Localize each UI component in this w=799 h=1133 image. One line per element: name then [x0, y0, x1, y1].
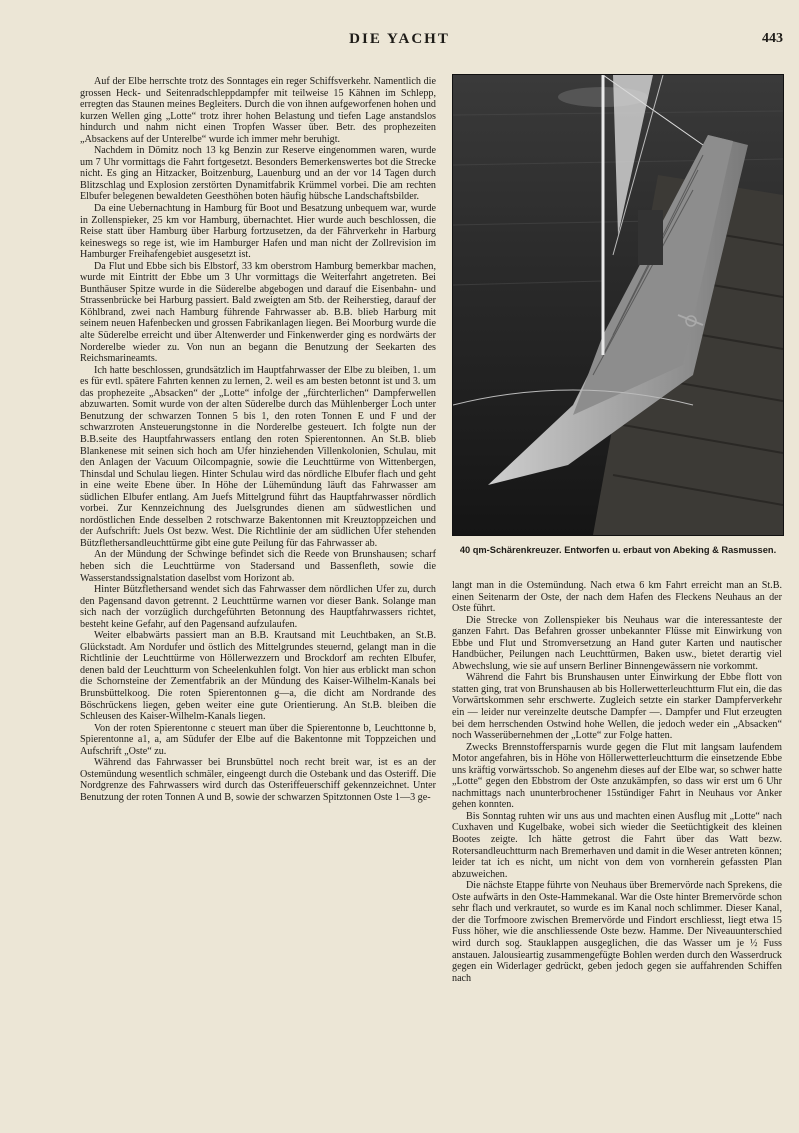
- paragraph: Von der roten Spierentonne c steuert man über die Spierentonne b, Leuchttonne b, Spierentonne a1, a, am Südufer der Elbe auf die Bakentonne mit Toppzeichen und Aufschrift „Oste“ zu.: [80, 722, 436, 757]
- paragraph: Weiter elbabwärts passiert man an B.B. Krautsand mit Leuchtbaken, an St.B. Glückstadt. Am Nordufer und östlich des Mittelgrundes steuernd, gelangt man in die Richtlinie der Leuchttürme von Höllerwezzern und Brockdorf am rechten Elbufer, denen bald der Leuchtturm von Scheelenkuhlen folgt. Von hier aus erblickt man schon die Schornsteine der Zementfabrik an der Mündung des Kaiser-Wilhelm-Kanals bei Brunsbüttelkoog. Die roten Spierentonnen g—a, die dicht am Nordrande des Böschrückens liegen, geben weiter eine gute Orientierung. An St.B. bleiben die Schleusen des Kaiser-Wilhelm-Kanals liegen.: [80, 630, 436, 723]
- paragraph: Da eine Uebernachtung in Hamburg für Boot und Besatzung unbequem war, wurde in Zollenspieker, 25 km vor Hamburg, übernachtet. Hier wurde auch beschlossen, die Reise statt über Hamburg über Harburg fortzusetzen, da der Fährverkehr in Harburg keineswegs so rege ist, wie im Hamburger Hafen und man nicht der Zollrevision im Hamburger Freihafengebiet ausgesetzt ist.: [80, 203, 436, 261]
- paragraph: langt man in die Ostemündung. Nach etwa 6 km Fahrt erreicht man an St.B. einen Seitenarm der Oste, der nach dem Hafen des Fleckens Neuhaus an der Oste führt.: [452, 580, 782, 615]
- left-text-column: [80, 76, 436, 1116]
- paragraph: An der Mündung der Schwinge befindet sich die Reede von Brunshausen; scharf heben sich die Leuchttürme von Stadersand und Bassenfleth, sowie die Wasserstandssignalstation daselbst vom Horizont ab.: [80, 549, 436, 584]
- page-number: 443: [762, 31, 783, 46]
- paragraph: Während die Fahrt bis Brunshausen unter Einwirkung der Ebbe flott von statten ging, trat von Brunshausen ab bis Hollerwetterleuchtturm Flut ein, die das Vorwärtskommen sehr erschwerte. Zugleich setzte ein starker Dampferverkehr ein — leider nur vereinzelte deutsche Dampfer —. Dampfer und Flut erzeugten bei dem herrschenden Ostwind hohe Wellen, die jedoch weder ein „Absacken“ noch Wasserübernehmen der „Lotte“ zur Folge hatten.: [452, 672, 782, 742]
- paragraph: Auf der Elbe herrschte trotz des Sonntages ein reger Schiffsverkehr. Namentlich die grossen Heck- und Seitenradschleppdampfer mit teilweise 15 Kähnen im Schlepp, erregten das Staunen meines Begleiters. Durch die von ihnen aufgeworfenen hohen und kurzen Wellen ging „Lotte“ trotz ihrer hohen Belastung und tiefen Lage anstandslos hindurch und nahm nicht einen Tropfen Wasser über. Betr. des prophezeiten „Absackens auf der Unterelbe“ wurde ich immer mehr beruhigt.: [80, 76, 436, 145]
- running-header-title: DIE YACHT: [349, 31, 450, 47]
- paragraph: Ich hatte beschlossen, grundsätzlich im Hauptfahrwasser der Elbe zu bleiben, 1. um es für evtl. spätere Fahrten kennen zu lernen, 2. weil es am besten betonnt ist und 3. um das prophezeite „Absacken“ der „Lotte“ infolge der „fürchterlichen“ Dampferwellen abzuwarten. Somit wurde von der alten Süderelbe durch das Mühlenberger Loch unter Benutzung der schwarzen Tonnen 5 bis 1, den roten Tonnen E und F und der schwarzroten Ansteuerungstonne in die Norderelbe gesteuert. Ich folgte nun der B.B.seite des Hauptfahrwassers entlang den roten Spierentonnen. An St.B. blieb Blankenese mit seinen sich hoch am Ufer hinziehenden Villenkolonien, Schulau, mit den Anlagen der Vacuum Oilcompagnie, sowie die Leuchttürme von Wittenbergen, Thinsdal und Schulau liegen. Hinter Schulau wird das nördliche Elbufer flach und geht in eine weite Ebene über. In Höhe der Lühemündung läuft das Fahrwasser am südlichen Elbufer entlang. Am Juefs Mittelgrund führt das Hauptfahrwasser nördlich vorbei. Zur Kennzeichnung des Juelsgrundes dienen am südwestlichen und nordöstlichen Ende desselben 2 rotschwarze Bakentonnen mit Kreuztoppzeichen und der Aufschrift: Juels Ost bezw. West. Die Richtlinie der am südlichen Ufer stehenden Bützflethersandleuchttürme gibt eine gute Peilung für das Fahrwasser ab.: [80, 364, 436, 549]
- paragraph: Nachdem in Dömitz noch 13 kg Benzin zur Reserve eingenommen waren, wurde um 7 Uhr vormittags die Fahrt fortgesetzt. Besonders Bemerkenswertes bot die Strecke nicht. Es ging an Hitzacker, Boitzenburg, Lauenburg und an der vor 14 Tagen durch Blitzschlag und Explosion zerstörten Dynamitfabrik Krümmel vorbei. Die am rechten Elbufer belegenen bewaldeten Geesthöhen boten häufig hübsche Landschaftsbilder.: [80, 145, 436, 203]
- paragraph: Die nächste Etappe führte von Neuhaus über Bremervörde nach Sprekens, die Oste aufwärts in den Oste-Hammekanal. War die Oste hinter Bremervörde schon sehr flach und verkrautet, so wurde es im Kanal noch schlimmer. Dieser Kanal, der die Torfmoore zwischen Bremervörde und Findort erschliesst, liegt etwa 15 Fuss höher, wie die anschliessende Oste bezw. Hamme. Der Niveauunterschied wird durch sog. Stauklappen ausgeglichen, die das Wasser um je ½ Fuss anstauen. Jalousieartig zusammengefügte Bohlen werden durch den Wasserdruck gegen ein Widerlager gedrückt, geben jedoch gegen sie auffahrenden Schiffen nach: [452, 880, 782, 984]
- paragraph: Zwecks Brennstoffersparnis wurde gegen die Flut mit langsam laufendem Motor angefahren, bis in Höhe von Höllerwetterleuchtturm die einsetzende Ebbe uns kräftig vorwärtsschob. So angenehm dieses auf der Elbe war, so schwer hatte „Lotte“ gegen den Ebbstrom der Oste anzukämpfen, so dass wir erst um 6 Uhr nachmittags nach ununterbrochener 15stündiger Fahrt in Neuhaus vor Anker gehen konnten.: [452, 741, 782, 811]
- paragraph: Bis Sonntag ruhten wir uns aus und machten einen Ausflug mit „Lotte“ nach Cuxhaven und Kugelbake, wobei sich wieder die Seetüchtigkeit des kleinen Bootes zeigte. Ich hätte getrost die Fahrt über das Watt bezw. Rotersandleuchtturm nach Bremerhaven und damit in die Weser antreten können; leider tat ich es nicht, um nicht von dem von vornherein gefassten Plan abzuweichen.: [452, 810, 782, 880]
- paragraph: Während das Fahrwasser bei Brunsbüttel noch recht breit war, ist es an der Ostemündung wesentlich schmäler, eingeengt durch die Ostebank und das Osteriff. Die Nordgrenze des Fahrwassers wird durch das Osteriffeuerschiff gekennzeichnet. Unter Benutzung der roten Tonnen A und B, sowie der schwarzen Spitztonnen Oste 1—3 ge-: [80, 757, 436, 803]
- figure-caption: 40 qm-Schärenkreuzer. Entworfen u. erbaut von Abeking & Rasmussen.: [459, 545, 777, 555]
- sailboat-photo: [452, 74, 784, 536]
- paragraph: Die Strecke von Zollenspieker bis Neuhaus war die interessanteste der ganzen Fahrt. Das Befahren grosser unbekannter Flüsse mit Einwirkung von Ebbe und Flut und Stromversetzung an Hand guter Karten und nautischer Handbücher, Peilungen nach Leuchttürmen, Baken usw., bietet derartig viel Abwechslung, wie sie auf unsern Berliner Binnengewässern nie vorkommt.: [452, 614, 782, 672]
- paragraph: Da Flut und Ebbe sich bis Elbstorf, 33 km oberstrom Hamburg bemerkbar machen, wurde mit Eintritt der Ebbe um 3 Uhr vormittags die Weiterfahrt angetreten. Bei Bunthäuser Spitze wurde in die Süderelbe abgebogen und darauf die Eisenbahn- und Strassenbrücke bei Harburg passiert. Bald zweigten am Stb. der Reiherstieg, darauf der Köhlbrand, zwei nach Hamburg führende Fahrwasser ab. B.B. blieb Harburg mit seinem neuen Hafenbecken und grossen Fabrikanlagen liegen. Bei Moorburg wurde die alte Süderelbe erreicht und über Altenwerder und Finkenwerder ging es nordwärts der Norderelbe wieder zu. Von nun an begann die Benutzung der Seekarten des Reichsmarineamts.: [80, 260, 436, 365]
- paragraph: Hinter Bützflethersand wendet sich das Fahrwasser dem nördlichen Ufer zu, durch den Pagensand davon getrennt. 2 Leuchttürme warnen vor dieser Bank. Solange man sich nach der vorzüglich durchgeführten Betonnung des Hauptfahrwassers richtet, besteht keine Gefahr, auf den Pagensand aufzulaufen.: [80, 584, 436, 630]
- right-text-column: [452, 580, 782, 1116]
